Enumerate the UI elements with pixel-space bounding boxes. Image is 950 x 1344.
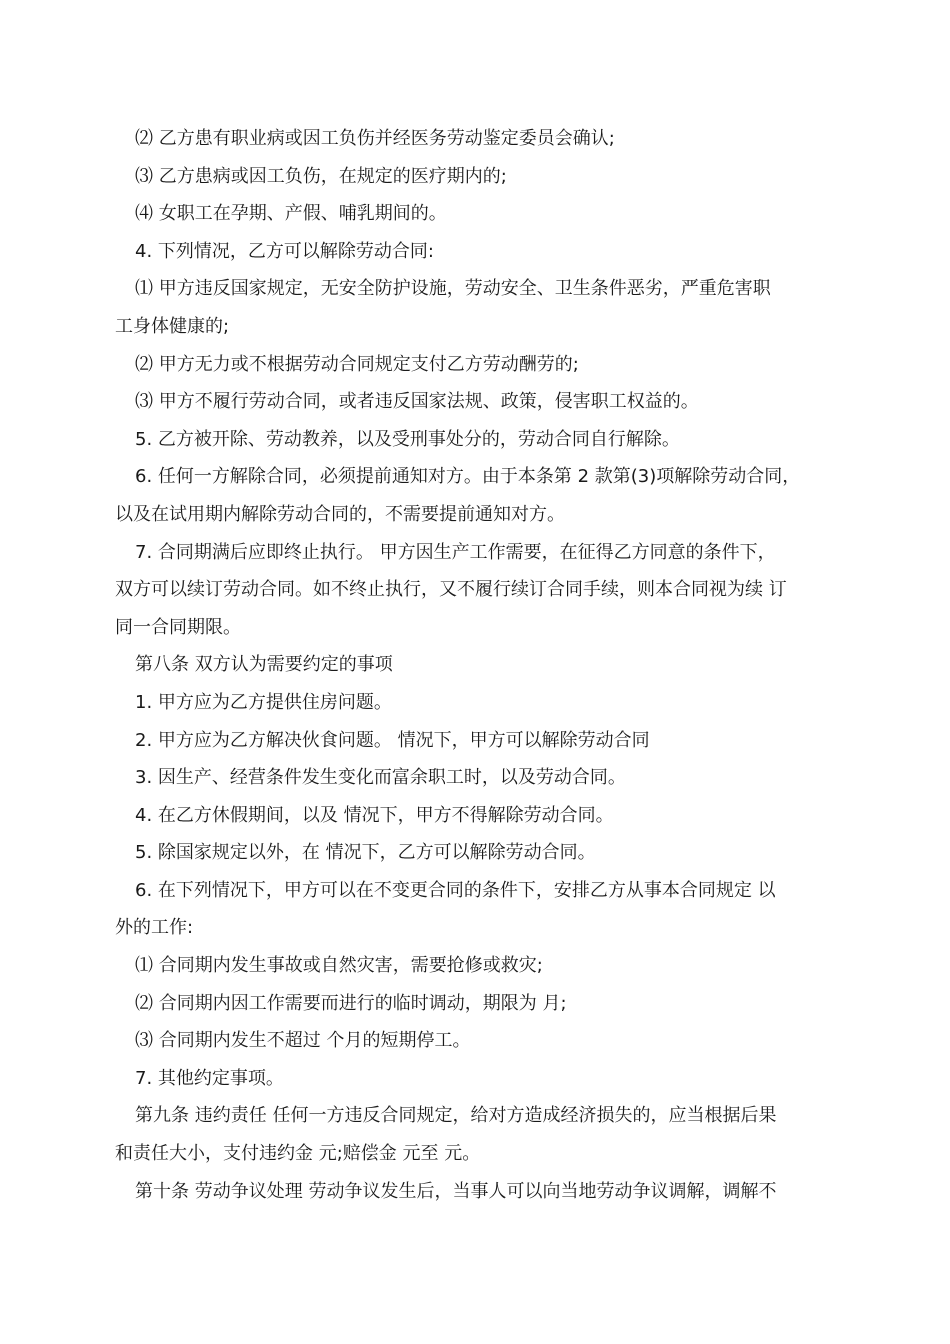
text-line: 第九条 违约责任 任何一方违反合同规定，给对方造成经济损失的，应当根据后果 <box>135 1105 777 1127</box>
text-line: 3. 因生产、经营条件发生变化而富余职工时，以及劳动合同。 <box>135 767 626 789</box>
text-line: 第十条 劳动争议处理 劳动争议发生后，当事人可以向当地劳动争议调解，调解不 <box>135 1180 777 1202</box>
text-line: 第八条 双方认为需要约定的事项 <box>135 654 393 676</box>
text-line: ⑴ 甲方违反国家规定，无安全防护设施，劳动安全、卫生条件恶劣，严重危害职 <box>135 278 771 300</box>
text-line: 7. 其他约定事项。 <box>135 1067 284 1089</box>
text-line: 同一合同期限。 <box>115 616 241 638</box>
text-line: 6. 任何一方解除合同，必须提前通知对方。由于本条第 2 款第(3)项解除劳动合同， <box>135 466 801 488</box>
text-line: 4. 下列情况，乙方可以解除劳动合同: <box>135 240 434 262</box>
text-line: ⑶ 乙方患病或因工负伤，在规定的医疗期内的; <box>135 165 507 187</box>
text-line: ⑵ 甲方无力或不根据劳动合同规定支付乙方劳动酬劳的; <box>135 353 579 375</box>
text-line: ⑶ 合同期内发生不超过 个月的短期停工。 <box>135 1030 471 1052</box>
document-body <box>115 120 847 1210</box>
text-line: ⑶ 甲方不履行劳动合同，或者违反国家法规、政策，侵害职工权益的。 <box>135 391 699 413</box>
text-line: 7. 合同期满后应即终止执行。 甲方因生产工作需要，在征得乙方同意的条件下， <box>135 541 776 563</box>
text-line: 2. 甲方应为乙方解决伙食问题。 情况下，甲方可以解除劳动合同 <box>135 729 650 751</box>
text-line: 1. 甲方应为乙方提供住房问题。 <box>135 691 392 713</box>
text-line: ⑵ 合同期内因工作需要而进行的临时调动，期限为 月; <box>135 992 567 1014</box>
text-line: ⑴ 合同期内发生事故或自然灾害，需要抢修或救灾; <box>135 955 543 977</box>
text-line: 4. 在乙方休假期间，以及 情况下，甲方不得解除劳动合同。 <box>135 804 614 826</box>
text-line: 和责任大小，支付违约金 元;赔偿金 元至 元。 <box>115 1143 481 1165</box>
text-line: 5. 乙方被开除、劳动教养，以及受刑事处分的，劳动合同自行解除。 <box>135 428 680 450</box>
text-line: 以及在试用期内解除劳动合同的，不需要提前通知对方。 <box>115 503 565 525</box>
text-line: 双方可以续订劳动合同。如不终止执行，又不履行续订合同手续，则本合同视为续 订 <box>115 579 787 601</box>
text-line: 工身体健康的; <box>115 315 230 337</box>
text-line: 外的工作: <box>115 917 194 939</box>
text-line: 6. 在下列情况下，甲方可以在不变更合同的条件下，安排乙方从事本合同规定 以 <box>135 879 776 901</box>
text-line: 5. 除国家规定以外，在 情况下，乙方可以解除劳动合同。 <box>135 842 596 864</box>
text-line: ⑷ 女职工在孕期、产假、哺乳期间的。 <box>135 203 447 225</box>
text-line: ⑵ 乙方患有职业病或因工负伤并经医务劳动鉴定委员会确认; <box>135 128 615 149</box>
